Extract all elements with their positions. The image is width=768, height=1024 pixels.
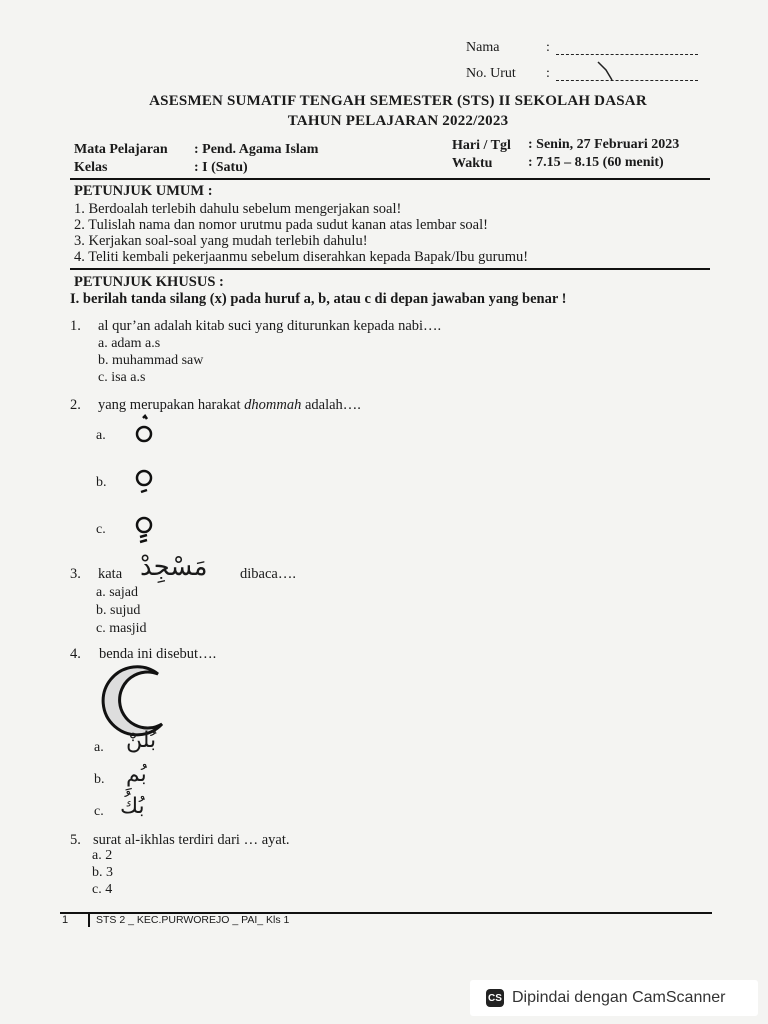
q5-number: 5. xyxy=(70,832,81,848)
waktu-label: Waktu xyxy=(452,156,493,171)
divider-top xyxy=(70,178,710,180)
mapel-value: : Pend. Agama Islam xyxy=(194,142,319,157)
q5-text: surat al-ikhlas terdiri dari … ayat. xyxy=(93,832,290,848)
camscanner-logo-icon: CS xyxy=(486,989,504,1007)
q2-text: yang merupakan harakat dhommah adalah…. xyxy=(98,397,361,413)
petunjuk-umum-item: 2. Tulislah nama dan nomor urutmu pada sudut kanan atas lembar soal! xyxy=(74,217,488,233)
q3-text-after: dibaca…. xyxy=(240,566,296,582)
q4-option-b-arabic: بُمِ xyxy=(126,762,147,787)
no-urut-field-line xyxy=(556,80,698,81)
q5-option-c[interactable]: c. 4 xyxy=(92,882,113,897)
q4-number: 4. xyxy=(70,646,81,662)
harakat-kasrah-icon xyxy=(130,466,158,498)
petunjuk-umum-item: 1. Berdoalah terlebih dahulu sebelum mengerjakan soal! xyxy=(74,201,402,217)
q4-option-a-arabic: بُلَنْ xyxy=(126,728,157,753)
q3-arabic-word: مَسْجِدْ xyxy=(140,552,208,582)
q2-option-a[interactable]: a. xyxy=(96,428,106,443)
footer-separator xyxy=(88,913,90,927)
camscanner-badge xyxy=(470,980,758,1016)
exam-title: ASESMEN SUMATIF TENGAH SEMESTER (STS) II SEKOLAH DASAR xyxy=(149,93,647,109)
q4-option-c-arabic: بُكُ xyxy=(120,794,145,819)
harakat-kasratain-icon xyxy=(130,513,158,545)
q1-option-b[interactable]: b. muhammad saw xyxy=(98,353,204,368)
mapel-label: Mata Pelajaran xyxy=(74,142,168,157)
q2-number: 2. xyxy=(70,397,81,413)
petunjuk-khusus-heading: PETUNJUK KHUSUS : xyxy=(74,274,224,290)
pencil-mark-icon xyxy=(596,60,616,82)
q1-text: al qur’an adalah kitab suci yang diturunkan kepada nabi…. xyxy=(98,318,442,334)
nama-field-line xyxy=(556,54,698,55)
q5-option-b[interactable]: b. 3 xyxy=(92,865,113,880)
kelas-value: : I (Satu) xyxy=(194,160,248,175)
q4-text: benda ini disebut…. xyxy=(99,646,217,662)
q4-option-b[interactable]: b. xyxy=(94,772,105,787)
petunjuk-umum-heading: PETUNJUK UMUM : xyxy=(74,183,213,199)
harakat-dhommah-icon xyxy=(130,414,158,444)
q1-option-a[interactable]: a. adam a.s xyxy=(98,336,161,351)
q1-number: 1. xyxy=(70,318,81,334)
q4-option-a[interactable]: a. xyxy=(94,740,104,755)
no-urut-label: No. Urut xyxy=(466,66,516,81)
divider-middle xyxy=(70,268,710,270)
camscanner-text: Dipindai dengan CamScanner xyxy=(512,989,726,1006)
kelas-label: Kelas xyxy=(74,160,108,175)
q3-text-before: kata xyxy=(98,566,123,582)
no-urut-colon: : xyxy=(546,66,550,81)
q1-option-c[interactable]: c. isa a.s xyxy=(98,370,146,385)
q4-option-c[interactable]: c. xyxy=(94,804,104,819)
q2-option-c[interactable]: c. xyxy=(96,522,106,537)
footer-page-number: 1 xyxy=(62,914,69,926)
q5-option-a[interactable]: a. 2 xyxy=(92,848,113,863)
footer-code: STS 2 _ KEC.PURWOREJO _ PAI_ Kls 1 xyxy=(96,914,290,926)
q3-option-a[interactable]: a. sajad xyxy=(96,585,138,600)
q3-option-b[interactable]: b. sujud xyxy=(96,603,141,618)
nama-colon: : xyxy=(546,40,550,55)
petunjuk-umum-item: 3. Kerjakan soal-soal yang mudah terlebih dahulu! xyxy=(74,233,368,249)
petunjuk-khusus-instruction: I. berilah tanda silang (x) pada huruf a, b, atau c di depan jawaban yang benar ! xyxy=(70,291,567,307)
q3-option-c[interactable]: c. masjid xyxy=(96,621,147,636)
exam-year: TAHUN PELAJARAN 2022/2023 xyxy=(287,113,509,129)
petunjuk-umum-item: 4. Teliti kembali pekerjaanmu sebelum diserahkan kepada Bapak/Ibu gurumu! xyxy=(74,249,529,265)
hari-label: Hari / Tgl xyxy=(452,138,511,153)
q2-option-b[interactable]: b. xyxy=(96,475,107,490)
waktu-value: : 7.15 – 8.15 (60 menit) xyxy=(528,155,664,170)
q3-number: 3. xyxy=(70,566,81,582)
nama-label: Nama xyxy=(466,40,500,55)
hari-value: : Senin, 27 Februari 2023 xyxy=(528,137,680,152)
